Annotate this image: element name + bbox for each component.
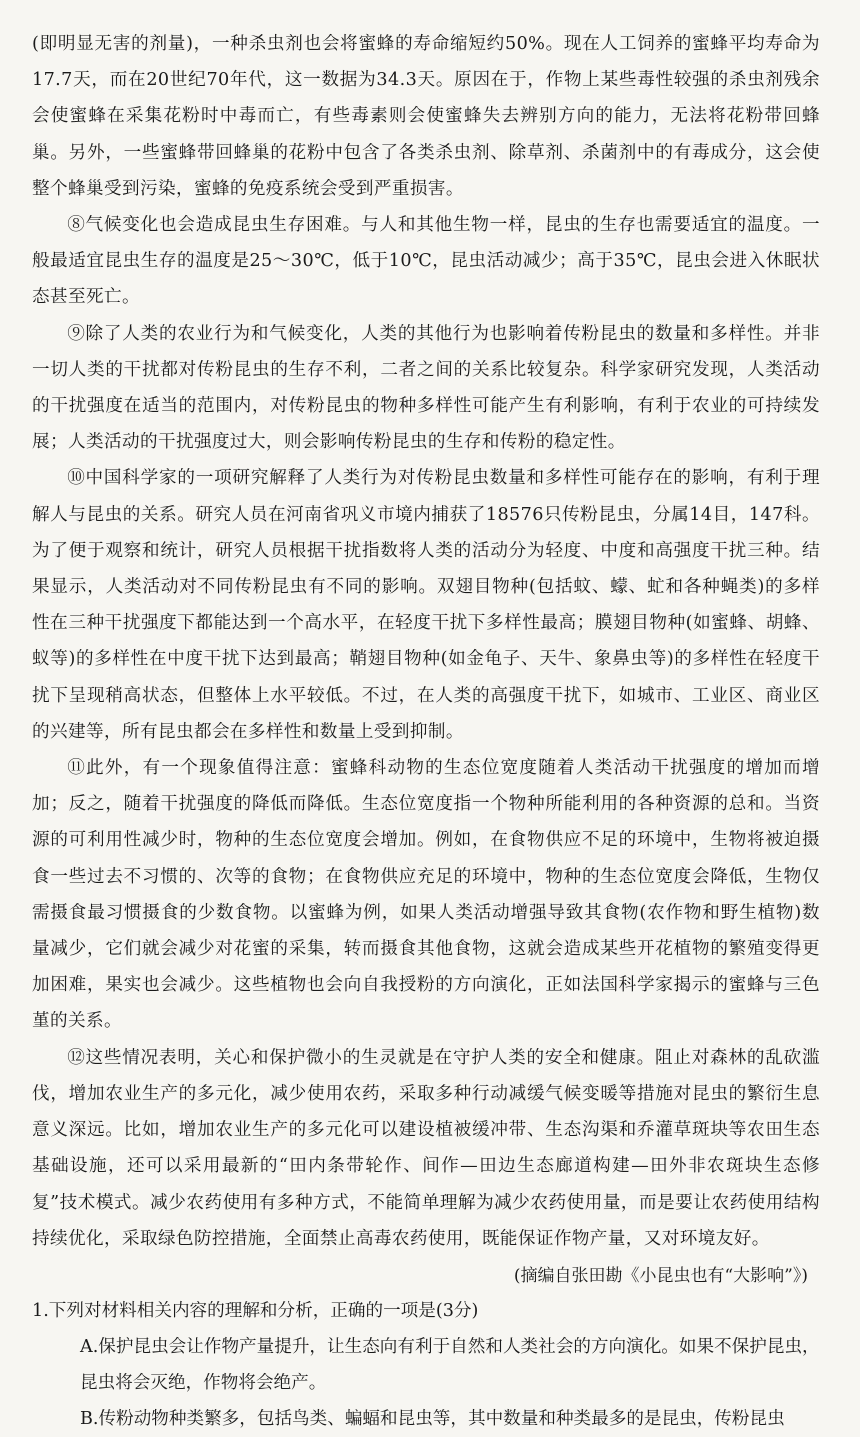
paragraph-12: ⑫这些情况表明，关心和保护微小的生灵就是在守护人类的安全和健康。阻止对森林的乱砍滥伐，增加农业生产的多元化，减少使用农药，采取多种行动减缓气候变暖等措施对昆虫的繁衍生息意义深远。比如，增加农业生产的多元化可以建设植被缓冲带、生态沟渠和乔灌草斑块等农田生态基础设施，还可以采用最新的“田内条带轮作、间作—田边生态廊道构建—田外非农斑块生态修复”技术模式。减少农药使用有多种方式，不能简单理解为减少农药使用量，而是要让农药使用结构持续优化，采取绿色防控措施，全面禁止高毒农药使用，既能保证作物产量，又对环境友好。	[32, 1047, 820, 1249]
paragraph-9: ⑨除了人类的农业行为和气候变化，人类的其他行为也影响着传粉昆虫的数量和多样性。并非一切人类的干扰都对传粉昆虫的生存不利，二者之间的关系比较复杂。科学家研究发现，人类活动的干扰强度在适当的范围内，对传粉昆虫的物种多样性可能产生有利影响，有利于农业的可持续发展；人类活动的干扰强度过大，则会影响传粉昆虫的生存和传粉的稳定性。	[32, 323, 820, 453]
paragraph-10: ⑩中国科学家的一项研究解释了人类行为对传粉昆虫数量和多样性可能存在的影响，有利于理解人与昆虫的关系。研究人员在河南省巩义市境内捕获了18576只传粉昆虫，分属14目，147科。为了便于观察和统计，研究人员根据干扰指数将人类的活动分为轻度、中度和高强度干扰三种。结果显示，人类活动对不同传粉昆虫有不同的影响。双翅目物种(包括蚊、蠓、虻和各种蝇类)的多样性在三种干扰强度下都能达到一个高水平，在轻度干扰下多样性最高；膜翅目物种(如蜜蜂、胡蜂、蚁等)的多样性在中度干扰下达到最高；鞘翅目物种(如金龟子、天牛、象鼻虫等)的多样性在轻度干扰下呈现稍高状态，但整体上水平较低。不过，在人类的高强度干扰下，如城市、工业区、商业区的兴建等，所有昆虫都会在多样性和数量上受到抑制。	[32, 468, 820, 742]
source-citation: (摘编自张田勘《小昆虫也有“大影响”》)	[513, 1265, 808, 1286]
paragraph-11: ⑪此外，有一个现象值得注意：蜜蜂科动物的生态位宽度随着人类活动干扰强度的增加而增加；反之，随着干扰强度的降低而降低。生态位宽度指一个物种所能利用的各种资源的总和。当资源的可利用性减少时，物种的生态位宽度会增加。例如，在食物供应不足的环境中，生物将被迫摄食一些过去不习惯的、次等的食物；在食物供应充足的环境中，物种的生态位宽度会降低，生物仅需摄食最习惯摄食的少数食物。以蜜蜂为例，如果人类活动增强导致其食物(农作物和野生植物)数量减少，它们就会减少对花蜜的采集，转而摄食其他食物，这就会造成某些开花植物的繁殖变得更加困难，果实也会减少。这些植物也会向自我授粉的方向演化，正如法国科学家揭示的蜜蜂与三色堇的关系。	[32, 758, 820, 1032]
question-stem: 1.下列对材料相关内容的理解和分析，正确的一项是(3分)	[32, 1300, 479, 1321]
option-a: A.保护昆虫会让作物产量提升，让生态向有利于自然和人类社会的方向演化。如果不保护昆虫，昆虫将会灭绝，作物将会绝产。	[80, 1336, 820, 1393]
paragraph-7-continued: (即明显无害的剂量)，一种杀虫剂也会将蜜蜂的寿命缩短约50%。现在人工饲养的蜜蜂平均寿命为17.7天，而在20世纪70年代，这一数据为34.3天。原因在于，作物上某些毒性较强的杀虫剂残余会使蜜蜂在采集花粉时中毒而亡，有些毒素则会使蜜蜂失去辨别方向的能力，无法将花粉带回蜂巢。另外，一些蜜蜂带回蜂巢的花粉中包含了各类杀虫剂、除草剂、杀菌剂中的有毒成分，这会使整个蜂巢受到污染，蜜蜂的免疫系统会受到严重损害。	[32, 34, 820, 199]
paragraph-8: ⑧气候变化也会造成昆虫生存困难。与人和其他生物一样，昆虫的生存也需要适宜的温度。一般最适宜昆虫生存的温度是25～30℃，低于10℃，昆虫活动减少；高于35℃，昆虫会进入休眠状态甚至死亡。	[32, 215, 820, 308]
option-b: B.传粉动物种类繁多，包括鸟类、蝙蝠和昆虫等，其中数量和种类最多的是昆虫，传粉昆虫	[80, 1408, 785, 1429]
